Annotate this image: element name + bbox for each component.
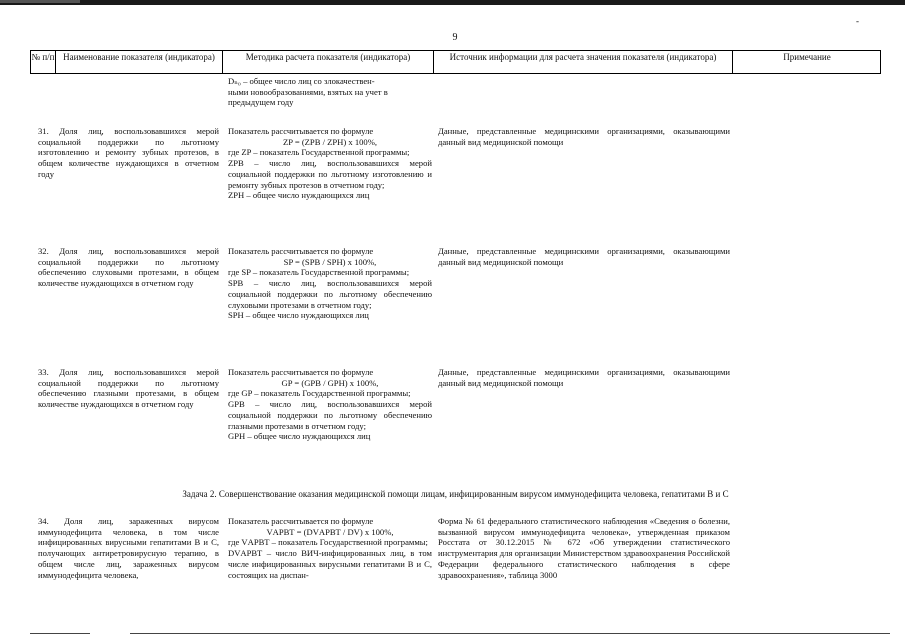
row-33-source: Данные, представленные медицинскими организациями, оказывающими данный вид медицинской помощи: [438, 367, 730, 388]
method-line: Показатель рассчитывается по формуле: [228, 367, 374, 377]
method-line: Показатель рассчитывается по формуле: [228, 246, 374, 256]
column-divider: [222, 50, 223, 74]
row-31-method: [228, 126, 432, 201]
header-source: Источник информации для расчета значения показателя (индикатора): [449, 52, 717, 62]
method-line: DVАРВТ – число ВИЧ-инфицированных лиц, в том числе инфицированных вирусными гепатитами B и C, состоящих на диспан-: [228, 548, 432, 580]
table-header-top-rule: [30, 50, 881, 51]
method-line: где VАРВТ – показатель Государственной программы;: [228, 537, 428, 548]
method-line: SPВ – число лиц, воспользовавшихся мерой социальной поддержки по льготному обеспечению слуховыми протезами в отчетном году;: [228, 278, 432, 310]
corner-mark: -: [856, 16, 859, 26]
header-no: № п/п: [31, 52, 55, 62]
formula: VАРВТ = (DVАРВТ / DV) x 100%,: [266, 526, 394, 537]
formula: ZP = (ZPВ / ZPН) x 100%,: [282, 136, 378, 147]
method-line: где GP – показатель Государственной программы;: [228, 388, 411, 399]
method-line: ZPН – общее число нуждающихся лиц: [228, 190, 370, 201]
bottom-rule: [30, 633, 90, 634]
task-heading: Задача 2. Совершенствование оказания медицинской помощи лицам, инфицированным вирусом иммунодефицита человека, гепатитами B и C: [182, 489, 729, 499]
row-32-name: 32. Доля лиц, воспользовавшихся мерой социальной поддержки по льготному обеспечению слуховыми протезами, в общем количестве нуждающихся в отчетном году: [38, 246, 219, 289]
column-divider: [880, 50, 881, 74]
row-34-source: Форма № 61 федерального статистического наблюдения «Сведения о болезни, вызванной вирусом иммунодефицита человека», утвержденная приказом Росстата от 30.12.2015 № 672 «Об утверждении статистического инструментария для организации Министерством здравоохранения Российской Федерации федерального статистического наблюдения в сфере здравоохранения», таблица 3000: [438, 516, 730, 580]
method-line: где ZP – показатель Государственной программы;: [228, 147, 410, 158]
formula: SP = (SPВ / SPН) x 100%,: [283, 256, 377, 267]
row-31-source: Данные, представленные медицинскими организациями, оказывающими данный вид медицинской помощи: [438, 126, 730, 147]
row-31-name: 31. Доля лиц, воспользовавшихся мерой социальной поддержки по льготному изготовлению и ремонту зубных протезов, в общем количестве нуждающихся в отчетном году: [38, 126, 219, 179]
method-line: Показатель рассчитывается по формуле: [228, 126, 374, 136]
table-header-bottom-rule: [30, 73, 881, 74]
header-method: Методика расчета показателя (индикатора): [245, 52, 411, 62]
continuation-text: [228, 76, 432, 108]
row-32-method: [228, 246, 432, 321]
row-32-source: Данные, представленные медицинскими организациями, оказывающими данный вид медицинской помощи: [438, 246, 730, 267]
method-line: где SP – показатель Государственной программы;: [228, 267, 410, 278]
continuation-line: ными новообразованиями, взятых на учет в: [228, 86, 388, 97]
column-divider: [55, 50, 56, 74]
row-33-method: [228, 367, 432, 442]
continuation-line: предыдущем году: [228, 97, 294, 108]
column-divider: [732, 50, 733, 74]
page-number: 9: [452, 32, 458, 43]
row-34-name: 34. Доля лиц, зараженных вирусом иммунодефицита человека, в том числе инфицированных вирусными гепатитами B и C, получающих антиретровирусную терапию, в общем числе лиц, зараженных вирусом иммунодефицита человека,: [38, 516, 219, 580]
bottom-rule: [130, 633, 890, 634]
formula: GP = (GPВ / GPН) x 100%,: [281, 377, 379, 388]
method-line: GPВ – число лиц, воспользовавшихся мерой социальной поддержки по льготному обеспечению глазными протезами в отчетном году;: [228, 399, 432, 431]
top-border-mark: [0, 0, 80, 3]
method-line: SPН – общее число нуждающихся лиц: [228, 310, 369, 321]
method-line: ZPВ – число лиц, воспользовавшихся мерой социальной поддержки по льготному изготовлению и ремонту зубных протезов в отчетном году;: [228, 158, 432, 190]
continuation-line: Dₙ₀ – общее число лиц со злокачествен-: [228, 76, 375, 86]
column-divider: [433, 50, 434, 74]
method-line: GPН – общее число нуждающихся лиц: [228, 431, 371, 442]
method-line: Показатель рассчитывается по формуле: [228, 516, 374, 526]
row-33-name: 33. Доля лиц, воспользовавшихся мерой социальной поддержки по льготному обеспечению глазными протезами, в общем количестве нуждающихся в отчетном году: [38, 367, 219, 410]
header-name: Наименование показателя (индикатора): [63, 52, 215, 62]
row-34-method: [228, 516, 432, 580]
top-border: [0, 0, 905, 5]
header-note: Примечание: [783, 52, 831, 62]
